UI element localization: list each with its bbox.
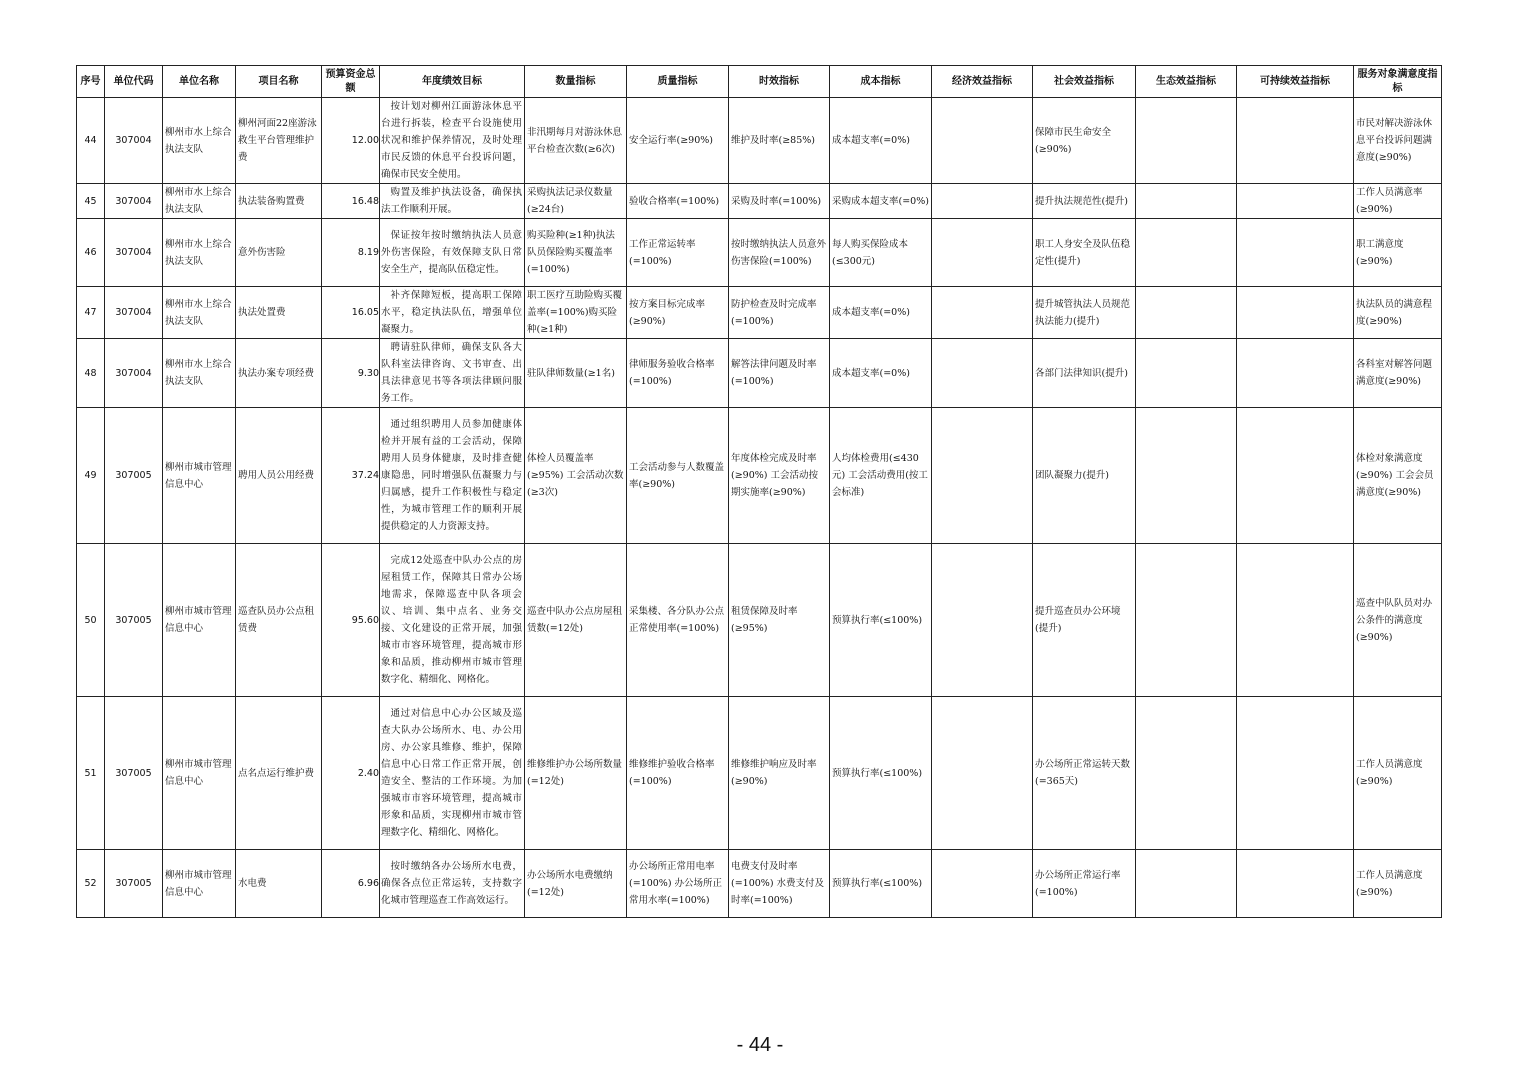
- cell-social: 提升执法规范性(提升): [1033, 184, 1136, 219]
- cell-cost: 预算执行率(≤100%): [830, 697, 932, 850]
- cell-quality: 工会活动参与人数覆盖率(≥90%): [627, 408, 729, 544]
- cell-cost: 预算执行率(≤100%): [830, 850, 932, 918]
- cell-economic: [932, 184, 1033, 219]
- cell-sustainable: [1237, 184, 1354, 219]
- cell-no: 47: [77, 287, 105, 339]
- cell-timeliness: 年度体检完成及时率(≥90%) 工会活动按期实施率(≥90%): [729, 408, 830, 544]
- cell-social: 各部门法律知识(提升): [1033, 339, 1136, 408]
- cell-code: 307005: [105, 544, 163, 697]
- col-header-quality: 质量指标: [627, 66, 729, 98]
- cell-goal: 按时缴纳各办公场所水电费，确保各点位正常运转，支持数字化城市管理巡查工作高效运行。: [380, 850, 525, 918]
- table-row: [77, 408, 1442, 544]
- cell-cost: 成本超支率(=0%): [830, 287, 932, 339]
- cell-cost: 每人购买保险成本(≤300元): [830, 219, 932, 287]
- cell-sustainable: [1237, 287, 1354, 339]
- cell-project: 水电费: [236, 850, 322, 918]
- cell-no: 48: [77, 339, 105, 408]
- cell-project: 巡查队员办公点租赁费: [236, 544, 322, 697]
- cell-social: 团队凝聚力(提升): [1033, 408, 1136, 544]
- cell-goal: 购置及维护执法设备，确保执法工作顺利开展。: [380, 184, 525, 219]
- cell-quantity: 职工医疗互助险购买覆盖率(=100%)购买险种(≥1种): [525, 287, 627, 339]
- cell-quality: 按方案目标完成率(≥90%): [627, 287, 729, 339]
- cell-project: 执法办案专项经费: [236, 339, 322, 408]
- cell-social: 办公场所正常运行率(=100%): [1033, 850, 1136, 918]
- cell-satisfaction: 各科室对解答问题满意度(≥90%): [1354, 339, 1442, 408]
- cell-code: 307004: [105, 184, 163, 219]
- cell-cost: 人均体检费用(≤430元) 工会活动费用(按工会标准): [830, 408, 932, 544]
- cell-timeliness: 防护检查及时完成率(=100%): [729, 287, 830, 339]
- col-header-ecological: 生态效益指标: [1136, 66, 1237, 98]
- cell-quality: 验收合格率(=100%): [627, 184, 729, 219]
- cell-unit: 柳州市水上综合执法支队: [163, 219, 236, 287]
- cell-amount: 12.00: [322, 98, 380, 184]
- cell-quantity: 办公场所水电费缴纳(=12处): [525, 850, 627, 918]
- cell-cost: 预算执行率(≤100%): [830, 544, 932, 697]
- cell-cost: 成本超支率(=0%): [830, 98, 932, 184]
- col-header-amount: 预算资金总额: [322, 66, 380, 98]
- header-row: [77, 66, 1442, 98]
- cell-sustainable: [1237, 98, 1354, 184]
- cell-cost: 成本超支率(=0%): [830, 339, 932, 408]
- cell-no: 51: [77, 697, 105, 850]
- cell-economic: [932, 98, 1033, 184]
- cell-satisfaction: 职工满意度(≥90%): [1354, 219, 1442, 287]
- cell-satisfaction: 市民对解决游泳休息平台投诉问题满意度(≥90%): [1354, 98, 1442, 184]
- cell-timeliness: 采购及时率(=100%): [729, 184, 830, 219]
- cell-ecological: [1136, 850, 1237, 918]
- cell-timeliness: 按时缴纳执法人员意外伤害保险(=100%): [729, 219, 830, 287]
- cell-goal: 完成12处巡查中队办公点的房屋租赁工作，保障其日常办公场地需求，保障巡查中队各项会议、培训、集中点名、业务交接、文化建设的正常开展，加强城市市容环境管理，提高城市形象和品质，推动柳州市城市管理数字化、精细化、网格化。: [380, 544, 525, 697]
- cell-project: 执法处置费: [236, 287, 322, 339]
- cell-amount: 2.40: [322, 697, 380, 850]
- cell-economic: [932, 339, 1033, 408]
- cell-goal: 保证按年按时缴纳执法人员意外伤害保险，有效保障支队日常安全生产，提高队伍稳定性。: [380, 219, 525, 287]
- col-header-unit: 单位名称: [163, 66, 236, 98]
- cell-satisfaction: 工作人员满意度(≥90%): [1354, 850, 1442, 918]
- table-row: [77, 98, 1442, 184]
- cell-code: 307004: [105, 219, 163, 287]
- col-header-goal: 年度绩效目标: [380, 66, 525, 98]
- cell-sustainable: [1237, 850, 1354, 918]
- cell-timeliness: 电费支付及时率(=100%) 水费支付及时率(=100%): [729, 850, 830, 918]
- table-row: [77, 184, 1442, 219]
- cell-social: 职工人身安全及队伍稳定性(提升): [1033, 219, 1136, 287]
- cell-ecological: [1136, 287, 1237, 339]
- cell-economic: [932, 287, 1033, 339]
- col-header-economic: 经济效益指标: [932, 66, 1033, 98]
- cell-ecological: [1136, 339, 1237, 408]
- cell-sustainable: [1237, 408, 1354, 544]
- cell-goal: 通过组织聘用人员参加健康体检并开展有益的工会活动，保障聘用人员身体健康，及时排查健康隐患，同时增强队伍凝聚力与归属感，提升工作积极性与稳定性，为城市管理工作的顺利开展提供稳定的人力资源支持。: [380, 408, 525, 544]
- performance-table-sheet: [76, 65, 1441, 918]
- cell-ecological: [1136, 697, 1237, 850]
- cell-economic: [932, 850, 1033, 918]
- cell-economic: [932, 544, 1033, 697]
- cell-economic: [932, 408, 1033, 544]
- cell-amount: 16.05: [322, 287, 380, 339]
- cell-sustainable: [1237, 697, 1354, 850]
- cell-amount: 37.24: [322, 408, 380, 544]
- cell-project: 执法装备购置费: [236, 184, 322, 219]
- cell-code: 307005: [105, 408, 163, 544]
- cell-no: 45: [77, 184, 105, 219]
- cell-no: 52: [77, 850, 105, 918]
- cell-project: 柳州河面22座游泳救生平台管理维护费: [236, 98, 322, 184]
- cell-timeliness: 租赁保障及时率(≥95%): [729, 544, 830, 697]
- cell-quantity: 购买险种(≥1种)执法队员保险购买覆盖率(=100%): [525, 219, 627, 287]
- cell-quality: 办公场所正常用电率(=100%) 办公场所正常用水率(=100%): [627, 850, 729, 918]
- cell-goal: 按计划对柳州江面游泳休息平台进行拆装，检查平台设施使用状况和维护保养情况，及时处理市民反馈的休息平台投诉问题，确保市民安全使用。: [380, 98, 525, 184]
- cell-social: 保障市民生命安全(≥90%): [1033, 98, 1136, 184]
- col-header-timeliness: 时效指标: [729, 66, 830, 98]
- cell-no: 49: [77, 408, 105, 544]
- cell-goal: 聘请驻队律师，确保支队各大队科室法律咨询、文书审查、出具法律意见书等各项法律顾问服务工作。: [380, 339, 525, 408]
- table-row: [77, 219, 1442, 287]
- cell-code: 307005: [105, 697, 163, 850]
- cell-amount: 16.48: [322, 184, 380, 219]
- cell-unit: 柳州市水上综合执法支队: [163, 184, 236, 219]
- cell-unit: 柳州市城市管理信息中心: [163, 850, 236, 918]
- page-number: - 44 -: [736, 1034, 784, 1056]
- cell-quantity: 采购执法记录仪数量(≥24台): [525, 184, 627, 219]
- cell-satisfaction: 工作人员满意度(≥90%): [1354, 697, 1442, 850]
- cell-quality: 工作正常运转率(=100%): [627, 219, 729, 287]
- cell-satisfaction: 工作人员满意率(≥90%): [1354, 184, 1442, 219]
- cell-quantity: 体检人员覆盖率(≥95%) 工会活动次数(≥3次): [525, 408, 627, 544]
- cell-timeliness: 维修维护响应及时率(≥90%): [729, 697, 830, 850]
- cell-no: 44: [77, 98, 105, 184]
- cell-unit: 柳州市城市管理信息中心: [163, 408, 236, 544]
- cell-ecological: [1136, 544, 1237, 697]
- cell-satisfaction: 巡查中队队员对办公条件的满意度(≥90%): [1354, 544, 1442, 697]
- cell-sustainable: [1237, 219, 1354, 287]
- cell-unit: 柳州市水上综合执法支队: [163, 339, 236, 408]
- cell-ecological: [1136, 408, 1237, 544]
- cell-quality: 安全运行率(≥90%): [627, 98, 729, 184]
- cell-social: 办公场所正常运转天数(=365天): [1033, 697, 1136, 850]
- performance-table: [76, 65, 1442, 918]
- table-row: [77, 697, 1442, 850]
- cell-sustainable: [1237, 544, 1354, 697]
- cell-timeliness: 解答法律问题及时率(=100%): [729, 339, 830, 408]
- table-row: [77, 850, 1442, 918]
- cell-code: 307004: [105, 287, 163, 339]
- cell-sustainable: [1237, 339, 1354, 408]
- cell-amount: 95.60: [322, 544, 380, 697]
- cell-quality: 律师服务验收合格率(=100%): [627, 339, 729, 408]
- cell-amount: 8.19: [322, 219, 380, 287]
- cell-timeliness: 维护及时率(≥85%): [729, 98, 830, 184]
- table-row: [77, 287, 1442, 339]
- cell-ecological: [1136, 219, 1237, 287]
- cell-social: 提升巡查员办公环境(提升): [1033, 544, 1136, 697]
- cell-unit: 柳州市水上综合执法支队: [163, 287, 236, 339]
- cell-code: 307005: [105, 850, 163, 918]
- col-header-project: 项目名称: [236, 66, 322, 98]
- cell-quantity: 巡查中队办公点房屋租赁数(=12处): [525, 544, 627, 697]
- cell-ecological: [1136, 184, 1237, 219]
- col-header-cost: 成本指标: [830, 66, 932, 98]
- cell-code: 307004: [105, 98, 163, 184]
- col-header-no: 序号: [77, 66, 105, 98]
- cell-goal: 通过对信息中心办公区域及巡查大队办公场所水、电、办公用房、办公家具维修、维护，保障信息中心日常工作正常开展，创造安全、整洁的工作环境。为加强城市市容环境管理，提高城市形象和品质，实现柳州市城市管理数字化、精细化、网格化。: [380, 697, 525, 850]
- cell-no: 46: [77, 219, 105, 287]
- cell-cost: 采购成本超支率(=0%): [830, 184, 932, 219]
- table-row: [77, 544, 1442, 697]
- cell-unit: 柳州市城市管理信息中心: [163, 697, 236, 850]
- cell-no: 50: [77, 544, 105, 697]
- col-header-quantity: 数量指标: [525, 66, 627, 98]
- col-header-code: 单位代码: [105, 66, 163, 98]
- cell-unit: 柳州市城市管理信息中心: [163, 544, 236, 697]
- cell-satisfaction: 执法队员的满意程度(≥90%): [1354, 287, 1442, 339]
- cell-code: 307004: [105, 339, 163, 408]
- cell-social: 提升城管执法人员规范执法能力(提升): [1033, 287, 1136, 339]
- cell-amount: 9.30: [322, 339, 380, 408]
- cell-project: 点名点运行维护费: [236, 697, 322, 850]
- cell-quantity: 驻队律师数量(≥1名): [525, 339, 627, 408]
- cell-project: 意外伤害险: [236, 219, 322, 287]
- table-row: [77, 339, 1442, 408]
- col-header-sustainable: 可持续效益指标: [1237, 66, 1354, 98]
- cell-satisfaction: 体检对象满意度(≥90%) 工会会员满意度(≥90%): [1354, 408, 1442, 544]
- cell-quantity: 维修维护办公场所数量(=12处): [525, 697, 627, 850]
- cell-amount: 6.96: [322, 850, 380, 918]
- col-header-satisfaction: 服务对象满意度指标: [1354, 66, 1442, 98]
- table-body: [77, 98, 1442, 918]
- col-header-social: 社会效益指标: [1033, 66, 1136, 98]
- cell-quality: 采集楼、各分队办公点正常使用率(=100%): [627, 544, 729, 697]
- cell-quality: 维修维护验收合格率(=100%): [627, 697, 729, 850]
- cell-goal: 补齐保障短板，提高职工保障水平，稳定执法队伍，增强单位凝聚力。: [380, 287, 525, 339]
- cell-project: 聘用人员公用经费: [236, 408, 322, 544]
- cell-economic: [932, 219, 1033, 287]
- cell-ecological: [1136, 98, 1237, 184]
- cell-quantity: 非汛期每月对游泳休息平台检查次数(≥6次): [525, 98, 627, 184]
- cell-unit: 柳州市水上综合执法支队: [163, 98, 236, 184]
- cell-economic: [932, 697, 1033, 850]
